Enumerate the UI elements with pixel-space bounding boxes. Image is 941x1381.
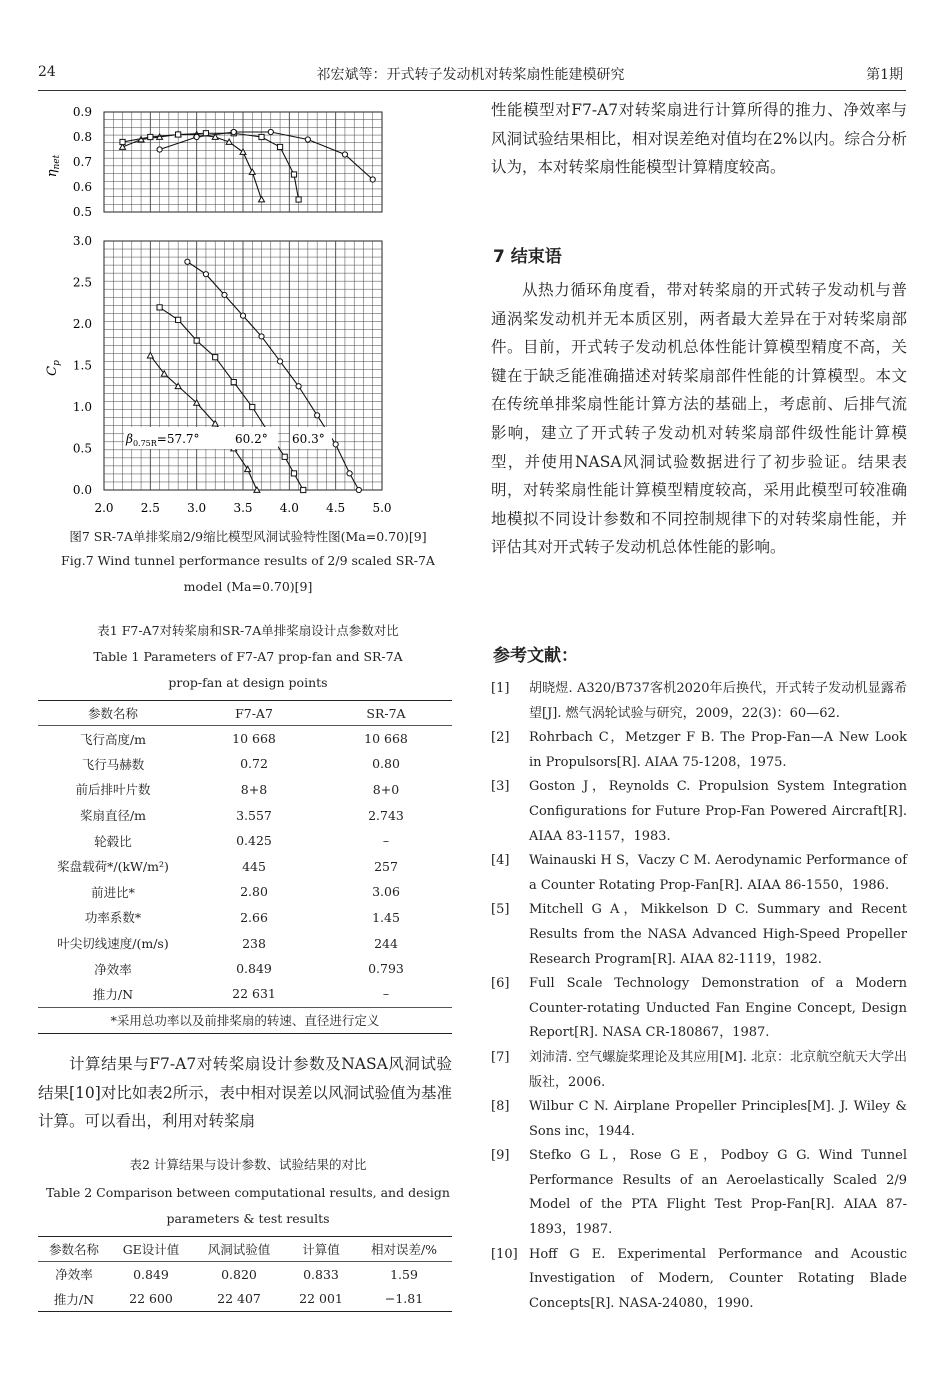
table-cell: 22 407 bbox=[217, 1291, 261, 1307]
page-number: 24 bbox=[38, 64, 56, 80]
data-point-square bbox=[259, 134, 264, 139]
table-row bbox=[38, 777, 452, 803]
table-2-header-cell: 风洞试验值 bbox=[207, 1242, 271, 1257]
reference-number: [3] bbox=[491, 779, 510, 795]
table-cell: 0.793 bbox=[368, 961, 404, 977]
reference-item bbox=[491, 726, 907, 775]
data-point-square bbox=[176, 317, 181, 322]
data-point-circle bbox=[268, 129, 273, 134]
reference-number: [1] bbox=[491, 681, 510, 696]
table-row bbox=[38, 751, 452, 777]
x-tick-label: 4.0 bbox=[279, 501, 299, 515]
x-tick-label: 5.0 bbox=[372, 501, 392, 515]
data-point-square bbox=[120, 139, 125, 144]
table-cell: 0.425 bbox=[236, 833, 272, 849]
data-point-square bbox=[176, 132, 181, 137]
table-cell: 0.849 bbox=[133, 1266, 169, 1282]
power-x-ticks bbox=[94, 501, 391, 515]
data-point-square bbox=[231, 380, 236, 385]
y-tick-label: 2.5 bbox=[72, 275, 92, 290]
y-tick-label: 0.7 bbox=[72, 155, 92, 169]
series-curve bbox=[123, 133, 299, 199]
table-cell: 0.80 bbox=[372, 756, 400, 772]
section-7-paragraph: 从热力循环角度看，带对转桨扇的开式转子发动机与普通涡桨发动机并无本质区别，两者最大差异在于对转桨扇部件。目前，开式转子发动机总体性能计算模型精度不高，关键在于缺乏能准确描述对转桨扇部件性能的计算模型。本文在传统单排桨扇性能计算方法的基础上，考虑前、后排气流影响，建立了开式转子发动机对转桨扇部件级性能计算模型，并使用NASA风洞试验数据进行了初步验证。结果表明，对转桨扇性能计算模型精度较高，采用此模型可较准确地模拟不同设计参数和不同控制规律下的对转桨扇性能，并评估其对开式转子发动机总体性能的影响。 bbox=[491, 281, 907, 557]
reference-text: Hoff G E. Experimental Performance and Acoustic Investigation of Modern, Counter Rotating Blade Concepts[R]. NASA-24080，1990. bbox=[529, 1246, 907, 1311]
power-y-label: $C_p$ bbox=[45, 360, 62, 376]
right-column-paragraph-1: 性能模型对F7-A7对转桨扇进行计算所得的推力、净效率与风洞试验结果相比，相对误差绝对值均在2%以内。综合分析认为，本对转桨扇性能模型计算精度较高。 bbox=[491, 101, 907, 177]
table-cell: 3.557 bbox=[236, 807, 272, 823]
power-y-ticks bbox=[73, 234, 92, 497]
table-cell: 8+0 bbox=[372, 781, 400, 797]
table-cell: 前后排叶片数 bbox=[75, 782, 151, 798]
table-cell: 功率系数* bbox=[84, 910, 142, 926]
table-row bbox=[38, 1262, 452, 1287]
table-2-header-cell: GE设计值 bbox=[122, 1242, 180, 1257]
table-cell: 0.849 bbox=[236, 961, 272, 977]
table-cell: 2.66 bbox=[240, 909, 268, 925]
table-1-header-cell: F7-A7 bbox=[235, 705, 273, 721]
power-plot-data bbox=[147, 259, 361, 492]
running-title: 祁宏斌等：开式转子发动机对转桨扇性能建模研究 bbox=[316, 67, 625, 83]
reference-number: [2] bbox=[491, 730, 510, 746]
data-point-square bbox=[250, 404, 255, 409]
reference-item bbox=[491, 898, 907, 972]
x-tick-label: 4.5 bbox=[326, 501, 346, 515]
table-cell: 22 631 bbox=[232, 986, 276, 1002]
reference-item bbox=[491, 1046, 907, 1095]
table-row bbox=[38, 930, 452, 956]
data-point-square bbox=[277, 144, 282, 149]
data-point-circle bbox=[231, 129, 236, 134]
data-point-triangle bbox=[240, 149, 246, 154]
table-cell: 净效率 bbox=[94, 961, 132, 977]
table-1-header-cell: 参数名称 bbox=[87, 706, 138, 721]
table-cell: 0.833 bbox=[303, 1266, 339, 1282]
table-row bbox=[38, 1287, 452, 1312]
data-point-square bbox=[157, 305, 162, 310]
table-cell: 飞行马赫数 bbox=[81, 756, 145, 772]
reference-number: [7] bbox=[491, 1049, 510, 1065]
table-cell: – bbox=[382, 986, 390, 1002]
table-cell: 前进比* bbox=[91, 884, 135, 900]
y-tick-label: 0.5 bbox=[72, 205, 92, 219]
table-2-header-cell: 计算值 bbox=[302, 1242, 340, 1257]
table-1-header-row bbox=[38, 701, 452, 726]
efficiency-plot-grid bbox=[104, 112, 382, 212]
y-tick-label: 1.0 bbox=[72, 400, 92, 414]
data-point-circle bbox=[315, 413, 320, 418]
issue-number: 第1期 bbox=[866, 67, 903, 83]
table-cell: 0.72 bbox=[240, 756, 268, 772]
table-2-caption-en-2: parameters & test results bbox=[166, 1211, 330, 1226]
data-point-triangle bbox=[259, 197, 265, 202]
table-cell: 1.45 bbox=[372, 909, 400, 925]
beta-annotation-1: $\beta_{0.75R}=57.7^\circ$ bbox=[126, 432, 200, 448]
data-point-square bbox=[301, 487, 306, 492]
data-point-circle bbox=[194, 134, 199, 139]
power-plot-grid bbox=[104, 241, 382, 490]
data-point-circle bbox=[185, 259, 190, 264]
data-point-square bbox=[291, 471, 296, 476]
beta-annotation-2: 60.2° bbox=[235, 432, 268, 446]
reference-item bbox=[491, 1095, 907, 1144]
table-cell: 推力/N bbox=[92, 986, 134, 1002]
reference-text: Full Scale Technology Demonstration of a Modern Counter-rotating Unducted Fan Engine Concept, Design Report[R]. NASA CR-180867，1987. bbox=[529, 976, 907, 1041]
y-tick-label: 2.0 bbox=[72, 317, 92, 331]
table-cell: 257 bbox=[374, 858, 398, 874]
left-column-paragraph: 计算结果与F7-A7对转桨扇设计参数及NASA风洞试验结果[10]对比如表2所示，表中相对误差以风洞试验值为基准计算。可以看出，利用对转桨扇 bbox=[38, 1055, 452, 1131]
data-point-circle bbox=[356, 487, 361, 492]
table-1-caption-en-1: Table 1 Parameters of F7-A7 prop-fan and SR-7A bbox=[93, 649, 403, 664]
table-cell: 10 668 bbox=[232, 731, 276, 747]
table-2-caption-en-1: Table 2 Comparison between computational results, and design bbox=[46, 1185, 450, 1200]
data-point-square bbox=[213, 355, 218, 360]
table-cell: 飞行高度/m bbox=[79, 731, 147, 747]
figure-7-caption-cn: 图7 SR-7A单排桨扇2/9缩比模型风洞试验特性图(Ma=0.70)[9] bbox=[69, 529, 427, 544]
y-tick-label: 3.0 bbox=[72, 234, 92, 248]
reference-number: [8] bbox=[491, 1099, 510, 1115]
data-point-circle bbox=[370, 177, 375, 182]
reference-text: Wilbur C N. Airplane Propeller Principles[M]. J. Wiley & Sons inc，1944. bbox=[529, 1099, 907, 1139]
x-tick-label: 2.0 bbox=[94, 501, 114, 515]
table-cell: 2.80 bbox=[240, 884, 268, 900]
data-point-square bbox=[291, 172, 296, 177]
reference-text: 胡晓煜. A320/B737客机2020年后换代，开式转子发动机显露希望[J]. 燃气涡轮试验与研究，2009，22(3)：60—62. bbox=[529, 681, 907, 721]
table-cell: 0.820 bbox=[221, 1266, 257, 1282]
table-cell: −1.81 bbox=[384, 1291, 424, 1307]
data-point-circle bbox=[305, 137, 310, 142]
reference-text: 刘沛清. 空气螺旋桨理论及其应用[M]. 北京：北京航空航天大学出版社，2006. bbox=[529, 1049, 907, 1090]
reference-number: [6] bbox=[491, 976, 510, 992]
data-point-circle bbox=[157, 147, 162, 152]
reference-item bbox=[491, 972, 907, 1046]
table-2-header-cell: 参数名称 bbox=[48, 1242, 99, 1257]
figure-7-caption-en-1: Fig.7 Wind tunnel performance results of 2/9 scaled SR-7A bbox=[61, 553, 435, 568]
table-cell: 桨盘载荷*/(kW/m²) bbox=[57, 859, 169, 875]
efficiency-y-label: $\eta_{net}$ bbox=[45, 154, 62, 178]
table-row bbox=[38, 726, 452, 752]
table-1-caption-cn: 表1 F7-A7对转桨扇和SR-7A单排桨扇设计点参数对比 bbox=[97, 623, 399, 638]
data-point-circle bbox=[347, 471, 352, 476]
table-cell: 推力/N bbox=[53, 1291, 95, 1307]
table-2-header-cell: 相对误差/% bbox=[370, 1242, 438, 1257]
table-cell: 1.59 bbox=[390, 1266, 418, 1282]
x-tick-label: 3.5 bbox=[233, 501, 253, 515]
table-2-caption-cn: 表2 计算结果与设计参数、试验结果的对比 bbox=[129, 1157, 367, 1172]
x-tick-label: 3.0 bbox=[187, 501, 207, 515]
efficiency-y-ticks bbox=[73, 105, 92, 219]
beta-annotation-3: 60.3° bbox=[292, 432, 325, 446]
table-row bbox=[38, 905, 452, 931]
figure-7-caption-en-2: model (Ma=0.70)[9] bbox=[183, 579, 313, 594]
table-row bbox=[38, 956, 452, 982]
data-point-square bbox=[194, 338, 199, 343]
table-cell: 桨扇直径/m bbox=[79, 808, 147, 824]
reference-number: [5] bbox=[491, 902, 510, 918]
y-tick-label: 0.9 bbox=[72, 105, 92, 119]
reference-text: Stefko G L，Rose G E，Podboy G G. Wind Tunnel Performance Results of an Aeroelastically Scaled 2/9 Model of the PTA Flight Test Prop-Fan[R]. AIAA 87-1893，1987. bbox=[529, 1148, 907, 1238]
reference-item bbox=[491, 775, 907, 849]
references-heading: 参考文献： bbox=[493, 646, 578, 666]
reference-number: [10] bbox=[491, 1246, 518, 1262]
table-1 bbox=[38, 700, 452, 1034]
y-tick-label: 0.5 bbox=[72, 441, 92, 456]
data-point-circle bbox=[240, 313, 245, 318]
header-rule bbox=[38, 90, 906, 91]
table-1-note-row bbox=[38, 1007, 452, 1033]
reference-text: Wainauski H S，Vaczy C M. Aerodynamic Performance of a Counter Rotating Prop-Fan[R]. AIAA 86-1550，1986. bbox=[529, 853, 907, 893]
y-tick-label: 0.0 bbox=[72, 483, 92, 497]
data-point-circle bbox=[259, 334, 264, 339]
series-curve bbox=[160, 307, 304, 490]
beta-annotations bbox=[124, 427, 332, 449]
table-row bbox=[38, 853, 452, 879]
table-1-header-cell: SR-7A bbox=[366, 705, 406, 721]
reference-number: [9] bbox=[491, 1148, 510, 1164]
reference-list bbox=[491, 677, 907, 1316]
table-cell: 238 bbox=[242, 935, 266, 951]
reference-item bbox=[491, 849, 907, 898]
data-point-circle bbox=[203, 272, 208, 277]
reference-text: Mitchell G A，Mikkelson D C. Summary and Recent Results from the NASA Advanced High-Speed Propeller Research Program[R]. AIAA 82-1119，1982. bbox=[529, 902, 907, 967]
table-2-header-row bbox=[38, 1237, 452, 1262]
table-cell: 445 bbox=[242, 858, 266, 874]
table-cell: 244 bbox=[374, 935, 398, 951]
table-1-note: *采用总功率以及前排桨扇的转速、直径进行定义 bbox=[110, 1013, 380, 1029]
reference-text: Rohrbach C，Metzger F B. The Prop-Fan—A New Look in Propulsors[R]. AIAA 75-1208，1975. bbox=[529, 730, 907, 770]
table-cell: 10 668 bbox=[364, 731, 408, 747]
y-tick-label: 1.5 bbox=[72, 358, 92, 373]
data-point-circle bbox=[222, 292, 227, 297]
table-row bbox=[38, 828, 452, 854]
data-point-square bbox=[296, 197, 301, 202]
data-point-circle bbox=[277, 359, 282, 364]
data-point-square bbox=[282, 454, 287, 459]
table-cell: – bbox=[382, 833, 390, 849]
series-curve bbox=[123, 135, 262, 200]
table-cell: 2.743 bbox=[368, 807, 404, 823]
table-cell: 22 001 bbox=[299, 1291, 343, 1307]
table-cell: 22 600 bbox=[129, 1291, 173, 1307]
table-2 bbox=[38, 1236, 452, 1312]
table-cell: 叶尖切线速度/(m/s) bbox=[57, 936, 169, 952]
data-point-circle bbox=[296, 384, 301, 389]
reference-item bbox=[491, 1243, 907, 1317]
section-7-heading: 7 结束语 bbox=[493, 247, 562, 267]
reference-text: Goston J，Reynolds C. Propulsion System Integration Configurations for Future Prop-Fan Powered Aircraft[R]. AIAA 83-1157，1983. bbox=[529, 779, 907, 844]
reference-item bbox=[491, 1144, 907, 1242]
reference-number: [4] bbox=[491, 853, 510, 869]
reference-item bbox=[491, 677, 907, 726]
data-point-circle bbox=[333, 442, 338, 447]
table-row bbox=[38, 879, 452, 905]
series-curve bbox=[187, 262, 358, 490]
table-row bbox=[38, 802, 452, 828]
figure-7-chart bbox=[38, 98, 458, 518]
table-cell: 8+8 bbox=[240, 781, 268, 797]
data-point-square bbox=[148, 134, 153, 139]
data-point-circle bbox=[342, 152, 347, 157]
table-1-caption-en-2: prop-fan at design points bbox=[168, 675, 328, 690]
data-point-triangle bbox=[249, 169, 255, 174]
table-cell: 轮毂比 bbox=[94, 833, 132, 849]
x-tick-label: 2.5 bbox=[140, 501, 160, 515]
table-cell: 3.06 bbox=[372, 884, 400, 900]
table-cell: 净效率 bbox=[55, 1267, 93, 1283]
y-tick-label: 0.8 bbox=[72, 130, 92, 144]
table-row bbox=[38, 981, 452, 1007]
y-tick-label: 0.6 bbox=[72, 180, 92, 194]
